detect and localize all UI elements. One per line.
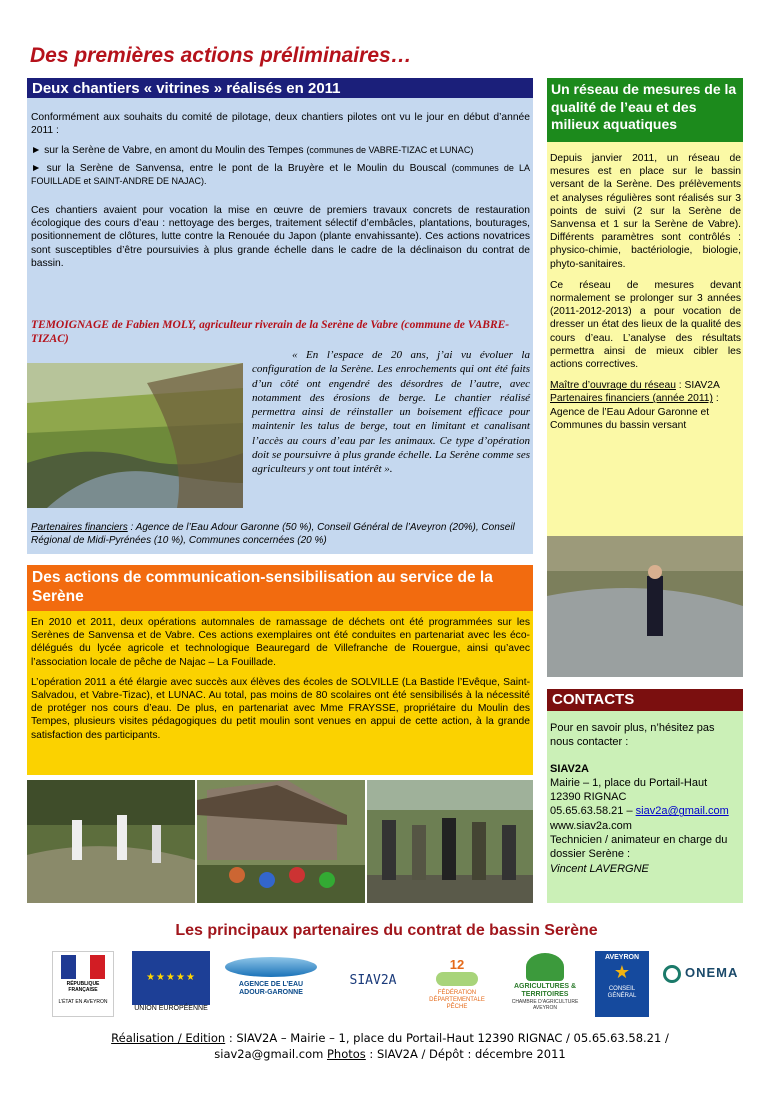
communication-p1: En 2010 et 2011, deux opérations automnales de ramassage de déchets ont été programmées sur les Serènes de Sanvensa et de Vabre. Ces actions exemplaires ont été conduites en partenariat avec les éco-délégués du lycée agricole et technologique Beauregard de Villefranche de Rouergue, ainsi qu’avec l’association locale de pêche de Najac – La Fouillade. bbox=[31, 617, 530, 668]
testimony-quote: « En l’espace de 20 ans, j’ai vu évoluer la configuration de la Serène. Les enrochements qui ont été faits d’un côté ont engendré des désordres de l’autre, avec notamment des érosions de berge. Le chantier réalisé permettra ainsi de réinstaller un boisement efficace pour maintenir les talus de berge, tout en limitant et canalisant l’accès au cours d’eau par les animaux. Ce type d’opération doit se poursuivre à plus grande échelle. La Serène comme ses agriculteurs y ont tout intérêt ». bbox=[252, 349, 530, 476]
communication-heading: Des actions de communication-sensibilisation au service de la Serène bbox=[27, 565, 533, 611]
contacts-intro: Pour en savoir plus, n’hésitez pas nous contacter : bbox=[550, 722, 715, 749]
footer: Réalisation / Edition : SIAV2A – Mairie – 1, place du Portail-Haut 12390 RIGNAC / 05.65.63.58.21 / siav2a@gmail.com Photos : SIAV2A / Dépôt : décembre 2011 bbox=[111, 1031, 669, 1061]
reseau-funders: Partenaires financiers (année 2011) : Agence de l’Eau Adour Garonne et Communes du bassin versant bbox=[550, 393, 719, 431]
chambre-agriculture-logo: AGRICULTURES & TERRITOIRES CHAMBRE D’AGRICULTURE AVEYRON bbox=[506, 951, 584, 1017]
union-europeenne-logo: ★★★★★ UNION EUROPÉENNE bbox=[132, 951, 210, 1017]
reseau-p2: Ce réseau de mesures devant normalement se prolonger sur 3 années (2011-2012-2013) a pour vocation de dresser un état des lieux de la qualité des cours d’eau. L’analyse des résultats permettra ainsi de mieux cibler les actions correctives. bbox=[550, 279, 741, 371]
river-bank-photo bbox=[27, 363, 243, 508]
leaf-icon bbox=[526, 953, 564, 981]
page-title: Des premières actions préliminaires… bbox=[30, 44, 412, 67]
contacts-org: SIAV2A bbox=[550, 762, 589, 775]
site-2: ► sur la Serène de Sanvensa, entre le pont de la Bruyère et le Moulin du Bouscal (communes de LA FOUILLADE et SAINT-ANDRE DE NAJAC). bbox=[31, 162, 530, 186]
eu-stars-icon: ★★★★★ bbox=[132, 951, 210, 1005]
contacts-person: Vincent LAVERGNE bbox=[550, 862, 649, 875]
chantiers-intro: Conformément aux souhaits du comité de pilotage, deux chantiers pilotes ont vu le jour en début d’année 2011 : bbox=[31, 112, 530, 137]
conseil-general-aveyron-logo: AVEYRON ★ CONSEIL GÉNÉRAL bbox=[595, 951, 649, 1017]
onema-logo: ONEMA bbox=[663, 951, 753, 1017]
bullet-arrow-icon: ► bbox=[31, 162, 42, 174]
bullet-arrow-icon: ► bbox=[31, 145, 42, 157]
testimony-title: TEMOIGNAGE de Fabien MOLY, agriculteur riverain de la Serène de Vabre (commune de VABRE-TIZAC) bbox=[31, 319, 510, 345]
reseau-owner: Maître d’ouvrage du réseau : SIAV2A bbox=[550, 380, 720, 392]
republique-francaise-logo: RÉPUBLIQUE FRANÇAISE L’ÉTAT EN AVEYRON bbox=[52, 951, 114, 1017]
email-link[interactable]: siav2a@gmail.com bbox=[635, 805, 729, 818]
contacts-address-2: 12390 RIGNAC bbox=[550, 791, 627, 804]
reseau-p1: Depuis janvier 2011, un réseau de mesures est en place sur le bassin versant de la Serène. Des prélèvements et analyses régulières sont réalisés sur 3 points de suivi (2 sur la Serène de Sanvensa et 1 sur la Serène de Vabre). Différents paramètres sont contrôlés : physico-chimie, bactériologie, biologie, phyto-sanitaires. bbox=[550, 153, 741, 270]
reseau-heading: Un réseau de mesures de la qualité de l’eau et des milieux aquatiques bbox=[547, 78, 743, 142]
chantiers-partners: Partenaires financiers : Agence de l’Eau Adour Garonne (50 %), Conseil Général de l’Aveyron (20%), Conseil Régional de Midi-Pyrénées (10 %), Communes concernées (20 %) bbox=[31, 522, 515, 546]
cleanup-photo-1 bbox=[27, 780, 195, 903]
contacts-address-1: Mairie – 1, place du Portail-Haut bbox=[550, 776, 708, 789]
contacts-heading: CONTACTS bbox=[547, 689, 743, 711]
water-wave-icon bbox=[225, 957, 317, 977]
onema-swirl-icon bbox=[663, 965, 681, 983]
star-icon: ★ bbox=[613, 962, 631, 982]
chantiers-body bbox=[31, 111, 530, 277]
site-1: ► sur la Serène de Vabre, en amont du Moulin des Tempes (communes de VABRE-TIZAC et LUNAC) bbox=[31, 145, 474, 157]
contacts-web[interactable]: www.siav2a.com bbox=[550, 819, 632, 832]
moulin-visit-photo bbox=[197, 780, 365, 903]
communication-p2: L’opération 2011 a été élargie avec succès aux élèves des écoles de SOLVILLE (La Bastide l’Evêque, Saint-Salvadou, et Vabre-Tizac), et LUNAC. Au total, pas moins de 80 scolaires ont été sensibilisés à la nécessité de protéger nos cours d’eau. De plus, en partenariat avec Mme FRAYSSE, propriétaire du Moulin des Tempes, plusieurs visites pédagogiques du petit moulin sont venues en appui de cette action, à la grande satisfaction des participants. bbox=[31, 676, 530, 741]
fish-icon bbox=[436, 972, 478, 986]
chantiers-paragraph: Ces chantiers avaient pour vocation la mise en œuvre de premiers travaux concrets de restauration écologique des cours d’eau : nettoyage des berges, traitement sélectif d’embâcles, plantations, bouturages, positionnement de clôtures, lutte contre la Renouée du Japon (plante envahissante). Ces actions novatrices sont susceptibles d’être poursuivies à plus grande échelle dans le cadre de la déclinaison du contrat de bassin. bbox=[31, 205, 530, 269]
communication-body bbox=[31, 616, 530, 749]
chantiers-heading: Deux chantiers « vitrines » réalisés en 2011 bbox=[27, 78, 533, 98]
water-sampling-photo bbox=[547, 536, 743, 677]
reseau-body bbox=[550, 152, 741, 432]
federation-peche-logo: 12 FÉDÉRATION DÉPARTEMENTALE PÊCHE bbox=[429, 957, 485, 1010]
agence-eau-logo: AGENCE DE L’EAU ADOUR-GARONNE bbox=[225, 951, 317, 1017]
contacts-role: Technicien / animateur en charge du dossier Serène : bbox=[550, 834, 728, 861]
partners-heading: Les principaux partenaires du contrat de bassin Serène bbox=[175, 922, 598, 939]
contacts-body bbox=[550, 721, 741, 876]
siav2a-logo: SIAV2A bbox=[349, 973, 397, 988]
contacts-phone-email: 05.65.63.58.21 – siav2a@gmail.com bbox=[550, 805, 729, 818]
group-photo bbox=[367, 780, 533, 903]
